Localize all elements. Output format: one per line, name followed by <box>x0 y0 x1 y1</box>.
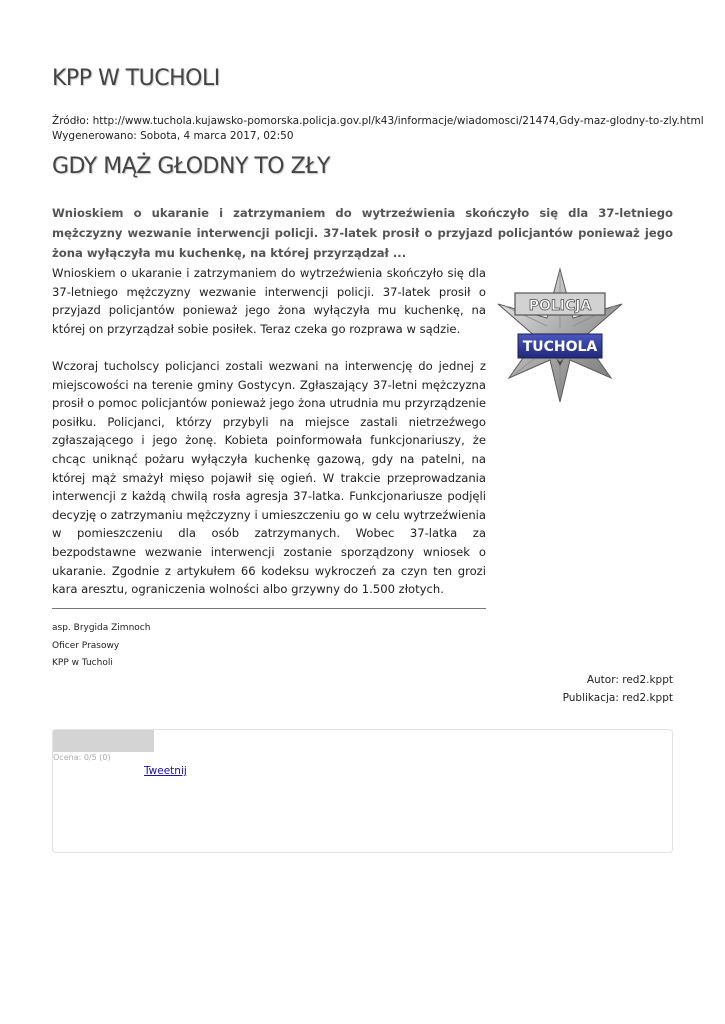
badge-top-text: POLICJA <box>528 298 592 314</box>
article-paragraph: Wczoraj tucholscy policjanci zostali wezwani na interwencję do jednej z miejscowości na terenie gminy Gostycyn. Zgłaszający 37-letni mężczyzna prosił o pomoc policjantów ponieważ jego żona utrudnia mu przyrządzenie posiłku. Policjanci, którzy przybyli na miejsce zastali nietrzeźwego zgłaszającego i jego żonę. Kobieta poinformowała funkcjonariuszy, że chcąc uniknąć pożaru wyłączyła kuchenkę gazową, gdy na patelni, na której mąż smażył mięso pojawił się ogień. W trakcie przeprowadzania interwencji z każdą chwilą rosła agresja 37-latka. Funkcjonariusze podjęli decyzję o zatrzymaniu mężczyzny i umieszczeniu go w celu wytrzeźwienia w pomieszczeniu dla osób zatrzymanych. Wobec 37-latka za bezpodstawne wezwanie interwencji zostanie sporządzony wniosek o ukaranie. Zgodnie z artykułem 66 kodeksu wykroczeń za czyn ten grozi kara aresztu, ograniczenia wolności albo grzywny do 1.500 złotych. <box>52 358 486 597</box>
signature-role: Oficer Prasowy <box>52 640 120 651</box>
author-label: Autor: red2.kppt <box>586 674 673 686</box>
article-paragraph: Wnioskiem o ukaranie i zatrzymaniem do wytrzeźwienia skończyło się dla 37-letniego mężczyzny wezwanie interwencji policji. 37-latek prosił o przyjazd policjantów ponieważ jego żona wyłączyła mu kuchenkę, na której on przyrządzał sobie posiłek. Teraz czeka go rozprawa w sądzie. <box>52 266 486 336</box>
site-title: KPP W TUCHOLI <box>52 66 220 91</box>
badge-bottom-text: TUCHOLA <box>522 339 598 355</box>
police-star-badge <box>493 266 627 404</box>
signature-unit: KPP w Tucholi <box>52 658 113 668</box>
document-meta <box>52 114 704 143</box>
signature-name: asp. Brygida Zimnoch <box>52 623 151 633</box>
section-divider <box>52 608 486 609</box>
article-lead: Wnioskiem o ukaranie i zatrzymaniem do wytrzeźwienia skończyło się dla 37-letniego mężczyzny wezwanie interwencji policji. 37-latek prosił o przyjazd policjantów ponieważ jego żona wyłączyła mu kuchenkę, na której przyrządzał ... <box>52 206 673 260</box>
article-title: GDY MĄŻ GŁODNY TO ZŁY <box>52 154 330 179</box>
tweet-link[interactable]: Tweetnij <box>144 765 187 777</box>
article-body <box>52 264 486 599</box>
signature-block <box>52 620 150 673</box>
source-url: Źródło: http://www.tuchola.kujawsko-pomorska.policja.gov.pl/k43/informacje/wiadomosci/21474,Gdy-maz-glodny-to-zly.html <box>52 115 704 127</box>
publication-label: Publikacja: red2.kppt <box>562 692 673 704</box>
rating-text: Ocena: 0/5 (0) <box>53 753 111 762</box>
generated-date: Wygenerowano: Sobota, 4 marca 2017, 02:50 <box>52 129 294 142</box>
author-info <box>563 671 673 707</box>
rating-widget[interactable] <box>53 730 154 752</box>
social-panel <box>52 729 673 853</box>
